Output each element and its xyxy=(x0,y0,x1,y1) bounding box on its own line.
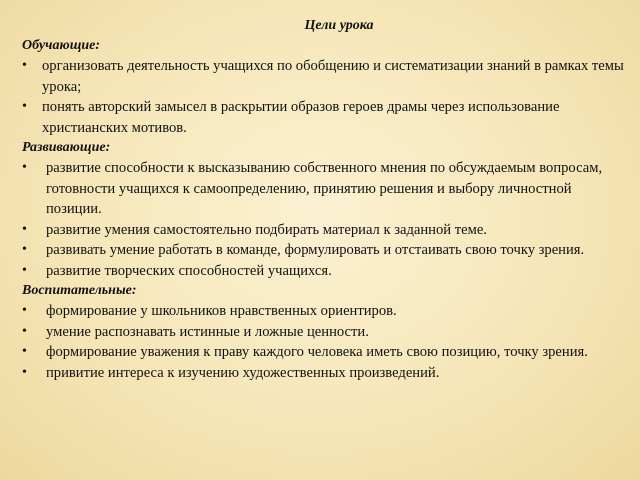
section-heading-developing: Развивающие: xyxy=(22,140,111,155)
list-item xyxy=(22,342,626,363)
bullet-icon: • xyxy=(22,242,27,257)
list-item xyxy=(22,363,626,384)
bullet-icon: • xyxy=(22,58,27,73)
developing-goals-list xyxy=(22,158,626,281)
list-item-text: организовать деятельность учащихся по обобщению и систематизации знаний в рамках темы урока; xyxy=(42,58,624,95)
list-item xyxy=(22,301,626,322)
bullet-icon: • xyxy=(22,160,27,175)
list-item-text: умение распознавать истинные и ложные ценности. xyxy=(46,323,369,340)
bullet-icon: • xyxy=(22,262,27,278)
teaching-goals-list xyxy=(22,56,626,138)
slide-title: Цели урока xyxy=(304,18,374,33)
list-item xyxy=(22,56,626,97)
list-item-text: привитие интереса к изучению художественных произведений. xyxy=(46,364,440,381)
section-heading-teaching: Обучающие: xyxy=(22,38,101,53)
bullet-icon: • xyxy=(22,364,27,380)
list-item-text: развитие творческих способностей учащихся. xyxy=(46,262,332,279)
bullet-icon: • xyxy=(22,344,27,359)
list-item xyxy=(22,220,626,241)
list-item-text: понять авторский замысел в раскрытии образов героев драмы через использование христианских мотивов. xyxy=(42,99,560,136)
bullet-icon: • xyxy=(22,303,27,318)
list-item xyxy=(22,97,626,138)
list-item xyxy=(22,240,626,261)
list-item-text: формирование уважения к праву каждого человека иметь свою позицию, точку зрения. xyxy=(46,344,588,360)
list-item xyxy=(22,322,626,343)
list-item xyxy=(22,261,626,282)
bullet-icon: • xyxy=(22,99,27,114)
section-heading-educational: Воспитательные: xyxy=(22,283,137,298)
list-item xyxy=(22,158,626,220)
list-item-text: развивать умение работать в команде, формулировать и отстаивать свою точку зрения. xyxy=(46,242,585,258)
educational-goals-list xyxy=(22,301,626,383)
list-item-text: развитие способности к высказыванию собственного мнения по обсуждаемым вопросам, готовности учащихся к самоопределению, принятию решения и выбору личностной позиции. xyxy=(46,160,603,217)
list-item-text: развитие умения самостоятельно подбирать материал к заданной теме. xyxy=(46,221,487,238)
bullet-icon: • xyxy=(22,221,27,237)
list-item-text: формирование у школьников нравственных ориентиров. xyxy=(46,303,397,319)
bullet-icon: • xyxy=(22,323,27,339)
